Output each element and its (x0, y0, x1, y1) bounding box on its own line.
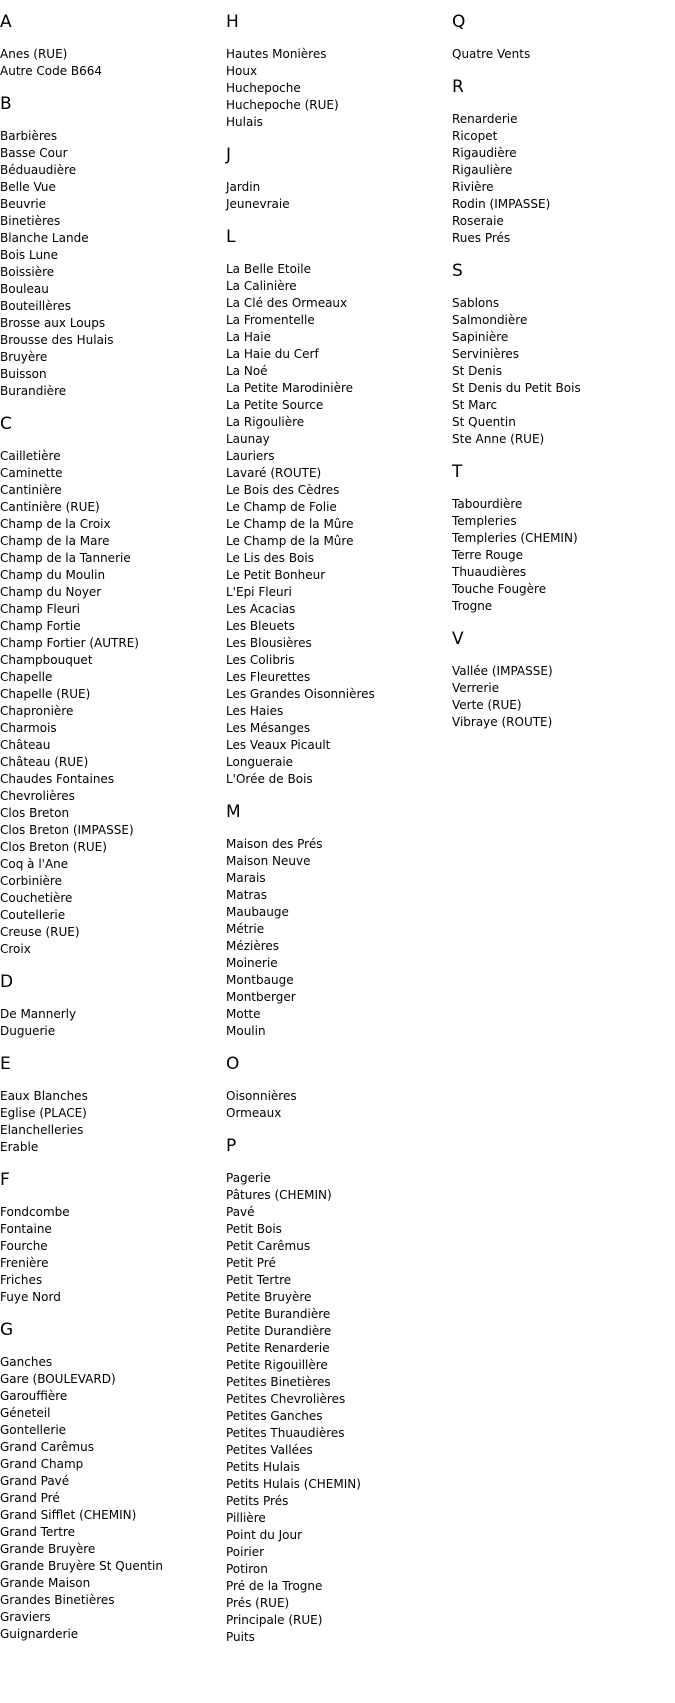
street-name: Salmondière (452, 313, 528, 327)
street-name: Garouffière (0, 1389, 68, 1403)
street-name: Matras (226, 888, 267, 902)
street-name: Terre Rouge (452, 548, 524, 562)
street-name: Les Bleuets (226, 619, 295, 633)
street-name: Pillière (226, 1511, 266, 1525)
street-name: Motte (226, 1007, 261, 1021)
street-name: Templeries (CHEMIN) (452, 531, 578, 545)
street-name: Les Mésanges (226, 721, 311, 735)
street-name: Grand Pavé (0, 1474, 70, 1488)
letter-section (0, 1319, 225, 1643)
letter-section (0, 93, 225, 400)
street-name: Templeries (452, 514, 517, 528)
street-name: Le Champ de Folie (226, 500, 337, 514)
street-name: La Fromentelle (226, 313, 315, 327)
street-name: Chapelle (0, 670, 53, 684)
street-name: La Haie (226, 330, 271, 344)
street-name: Pagerie (226, 1171, 271, 1185)
street-name: Cantinière (RUE) (0, 500, 100, 514)
section-letter-heading: S (452, 261, 463, 281)
street-name: Potiron (226, 1562, 268, 1576)
section-letter-heading: D (0, 972, 14, 992)
street-name: Petites Ganches (226, 1409, 323, 1423)
street-list (452, 46, 675, 63)
street-name: Blanche Lande (0, 231, 89, 245)
street-name: Les Grandes Oisonnières (226, 687, 375, 701)
street-name: Verrerie (452, 681, 500, 695)
street-name: Ganches (0, 1355, 53, 1369)
street-name: Marais (226, 871, 266, 885)
street-name: La Haie du Cerf (226, 347, 319, 361)
street-name: Métrie (226, 922, 265, 936)
street-name: Creuse (RUE) (0, 925, 80, 939)
street-name: Grande Bruyère St Quentin (0, 1559, 163, 1573)
letter-section (0, 413, 225, 958)
section-letter-heading: P (226, 1136, 237, 1156)
street-name: Charmois (0, 721, 57, 735)
section-letter-heading: T (452, 462, 463, 482)
street-name: Le Lis des Bois (226, 551, 314, 565)
street-name: Montberger (226, 990, 296, 1004)
section-letter-heading: H (226, 12, 239, 32)
letter-section (452, 628, 675, 731)
street-name: Champ de la Mare (0, 534, 110, 548)
street-list (0, 46, 225, 80)
section-letter-heading: E (0, 1054, 11, 1074)
street-name: Champ de la Croix (0, 517, 111, 531)
street-name: Petits Hulais (226, 1460, 300, 1474)
index-column (452, 0, 675, 744)
street-name: Hulais (226, 115, 263, 129)
street-name: Thuaudières (452, 565, 527, 579)
street-name: Huchepoche (226, 81, 301, 95)
street-name: Chapronière (0, 704, 74, 718)
street-name: Rigaulière (452, 163, 513, 177)
street-name: Les Veaux Picault (226, 738, 331, 752)
street-list (0, 1354, 225, 1643)
street-name: Petite Rigouillère (226, 1358, 328, 1372)
street-name: Tabourdière (452, 497, 523, 511)
street-name: La Rigoulière (226, 415, 305, 429)
street-name: Pré de la Trogne (226, 1579, 323, 1593)
street-name: Maubauge (226, 905, 289, 919)
street-name: Le Champ de la Mûre (226, 534, 354, 548)
street-name: Quatre Vents (452, 47, 531, 61)
street-name: Eaux Blanches (0, 1089, 88, 1103)
street-name: Petite Bruyère (226, 1290, 312, 1304)
letter-section (226, 1135, 451, 1646)
letter-section (452, 11, 675, 63)
section-letter-heading: C (0, 414, 12, 434)
street-name: Trogne (452, 599, 493, 613)
street-name: Pâtures (CHEMIN) (226, 1188, 332, 1202)
street-name: Grand Sifflet (CHEMIN) (0, 1508, 137, 1522)
street-name: Champ du Moulin (0, 568, 106, 582)
street-name: Fuye Nord (0, 1290, 61, 1304)
street-name: La Noé (226, 364, 268, 378)
street-name: Petite Renarderie (226, 1341, 330, 1355)
street-list (226, 836, 451, 1040)
street-name: Prés (RUE) (226, 1596, 290, 1610)
street-name: Grand Pré (0, 1491, 60, 1505)
street-name: Duguerie (0, 1024, 56, 1038)
section-letter-heading: M (226, 802, 241, 822)
street-name: La Petite Marodinière (226, 381, 354, 395)
street-name: Frenière (0, 1256, 49, 1270)
street-name: Vallée (IMPASSE) (452, 664, 553, 678)
street-name: Petit Tertre (226, 1273, 292, 1287)
street-name: Erable (0, 1140, 39, 1154)
street-name: Les Acacias (226, 602, 296, 616)
street-name: St Marc (452, 398, 498, 412)
section-letter-heading: Q (452, 12, 466, 32)
street-name: Chapelle (RUE) (0, 687, 91, 701)
street-name: Poirier (226, 1545, 265, 1559)
section-letter-heading: A (0, 12, 12, 32)
street-name: Petit Carêmus (226, 1239, 311, 1253)
street-name: Guignarderie (0, 1627, 79, 1641)
street-name: Lavaré (ROUTE) (226, 466, 322, 480)
street-list (0, 1204, 225, 1306)
street-name: Puits (226, 1630, 255, 1644)
street-name: St Quentin (452, 415, 516, 429)
street-name: Montbauge (226, 973, 294, 987)
street-name: Lauriers (226, 449, 275, 463)
street-name: Croix (0, 942, 31, 956)
section-letter-heading: B (0, 94, 12, 114)
street-name: Corbinière (0, 874, 62, 888)
street-name: De Mannerly (0, 1007, 77, 1021)
street-name: L'Orée de Bois (226, 772, 313, 786)
street-name: L'Epi Fleuri (226, 585, 292, 599)
street-list (0, 1088, 225, 1156)
street-name: La Petite Source (226, 398, 324, 412)
street-list (452, 111, 675, 247)
street-name: Sablons (452, 296, 500, 310)
section-letter-heading: R (452, 77, 464, 97)
letter-section (226, 226, 451, 788)
street-name: Le Bois des Cèdres (226, 483, 340, 497)
street-name: Béduaudière (0, 163, 77, 177)
street-name: Champ Fortier (AUTRE) (0, 636, 139, 650)
street-name: Rigaudière (452, 146, 517, 160)
street-name: Clos Breton (IMPASSE) (0, 823, 134, 837)
street-name: Cailletière (0, 449, 61, 463)
street-name: Les Fleurettes (226, 670, 311, 684)
street-name: Grand Champ (0, 1457, 84, 1471)
street-name: Jardin (226, 180, 261, 194)
street-name: Brousse des Hulais (0, 333, 114, 347)
letter-section (226, 144, 451, 213)
street-name: Les Haies (226, 704, 284, 718)
street-name: Grande Maison (0, 1576, 91, 1590)
street-name: Principale (RUE) (226, 1613, 323, 1627)
street-name: Huchepoche (RUE) (226, 98, 339, 112)
street-name: Vibraye (ROUTE) (452, 715, 553, 729)
street-name: Houx (226, 64, 258, 78)
street-name: Hautes Monières (226, 47, 327, 61)
street-name: Petits Hulais (CHEMIN) (226, 1477, 361, 1491)
street-name: Basse Cour (0, 146, 68, 160)
street-name: Champ Fleuri (0, 602, 80, 616)
street-name: Brosse aux Loups (0, 316, 106, 330)
street-name: Château (RUE) (0, 755, 89, 769)
street-name: Mézières (226, 939, 280, 953)
street-name: St Denis du Petit Bois (452, 381, 581, 395)
letter-section (0, 1169, 225, 1306)
street-name: Coutellerie (0, 908, 66, 922)
street-list (226, 1088, 451, 1122)
street-name: Friches (0, 1273, 43, 1287)
street-name: Maison Neuve (226, 854, 311, 868)
section-letter-heading: F (0, 1170, 10, 1190)
street-name: Graviers (0, 1610, 51, 1624)
index-column (226, 0, 451, 1659)
street-list (452, 295, 675, 448)
street-list (226, 46, 451, 131)
street-name: Grande Bruyère (0, 1542, 96, 1556)
street-name: Bouteillères (0, 299, 71, 313)
street-name: Eglise (PLACE) (0, 1106, 87, 1120)
street-name: Servinières (452, 347, 519, 361)
letter-section (226, 11, 451, 131)
street-name: Petites Binetières (226, 1375, 331, 1389)
street-name: Fondcombe (0, 1205, 70, 1219)
street-name: Launay (226, 432, 270, 446)
street-name: Roseraie (452, 214, 504, 228)
street-name: Chevrolières (0, 789, 75, 803)
street-name: Rodin (IMPASSE) (452, 197, 551, 211)
section-letter-heading: G (0, 1320, 14, 1340)
street-list (0, 448, 225, 958)
street-name: Jeunevraie (226, 197, 290, 211)
street-name: Gare (BOULEVARD) (0, 1372, 116, 1386)
street-name: Boissière (0, 265, 55, 279)
street-name: Château (0, 738, 51, 752)
street-name: Pavé (226, 1205, 255, 1219)
letter-section (452, 76, 675, 247)
street-list (0, 128, 225, 400)
street-name: Caminette (0, 466, 63, 480)
street-list (452, 663, 675, 731)
letter-section (226, 801, 451, 1040)
street-name: Touche Fougère (452, 582, 547, 596)
street-name: Gontellerie (0, 1423, 67, 1437)
street-name: Autre Code B664 (0, 64, 103, 78)
street-name: Clos Breton (0, 806, 70, 820)
street-name: Les Colibris (226, 653, 295, 667)
street-name: Bois Lune (0, 248, 59, 262)
street-name: Fourche (0, 1239, 48, 1253)
street-name: Moulin (226, 1024, 266, 1038)
street-name: Petite Durandière (226, 1324, 332, 1338)
street-list (0, 1006, 225, 1040)
street-name: Anes (RUE) (0, 47, 68, 61)
street-name: Les Blousières (226, 636, 312, 650)
street-name: Verte (RUE) (452, 698, 522, 712)
street-name: Ste Anne (RUE) (452, 432, 545, 446)
street-list (226, 1170, 451, 1646)
street-name: Petit Bois (226, 1222, 282, 1236)
street-name: Longueraie (226, 755, 294, 769)
street-name: St Denis (452, 364, 502, 378)
street-name: Petit Pré (226, 1256, 276, 1270)
index-column (0, 0, 225, 1656)
street-name: La Belle Etoile (226, 262, 312, 276)
street-name: Barbières (0, 129, 58, 143)
street-name: Grandes Binetières (0, 1593, 115, 1607)
street-list (226, 261, 451, 788)
street-name: Bouleau (0, 282, 49, 296)
street-name: Sapinière (452, 330, 509, 344)
street-name: Petites Thuaudières (226, 1426, 345, 1440)
street-name: Point du Jour (226, 1528, 303, 1542)
section-letter-heading: O (226, 1054, 240, 1074)
section-letter-heading: L (226, 227, 236, 247)
section-letter-heading: J (226, 145, 232, 165)
street-list (226, 179, 451, 213)
street-name: Clos Breton (RUE) (0, 840, 107, 854)
street-name: Petite Burandière (226, 1307, 331, 1321)
street-name: Champbouquet (0, 653, 93, 667)
street-name: Cantinière (0, 483, 62, 497)
street-name: Buisson (0, 367, 47, 381)
letter-section (0, 11, 225, 80)
street-name: La Clé des Ormeaux (226, 296, 348, 310)
letter-section (452, 461, 675, 615)
street-name: Elanchelleries (0, 1123, 84, 1137)
street-name: Belle Vue (0, 180, 56, 194)
street-name: Fontaine (0, 1222, 52, 1236)
letter-section (0, 971, 225, 1040)
section-letter-heading: V (452, 629, 464, 649)
street-name: Rivière (452, 180, 494, 194)
letter-section (0, 1053, 225, 1156)
street-name: La Calinière (226, 279, 297, 293)
street-name: Petites Chevrolières (226, 1392, 346, 1406)
street-name: Petits Prés (226, 1494, 289, 1508)
street-name: Oisonnières (226, 1089, 297, 1103)
street-name: Le Champ de la Mûre (226, 517, 354, 531)
letter-section (226, 1053, 451, 1122)
street-name: Moinerie (226, 956, 278, 970)
street-name: Champ du Noyer (0, 585, 102, 599)
letter-section (452, 260, 675, 448)
street-name: Couchetière (0, 891, 73, 905)
street-name: Coq à l'Ane (0, 857, 69, 871)
street-name: Chaudes Fontaines (0, 772, 115, 786)
street-name: Burandière (0, 384, 67, 398)
street-name: Grand Carêmus (0, 1440, 94, 1454)
street-name: Le Petit Bonheur (226, 568, 326, 582)
street-name: Champ Fortie (0, 619, 81, 633)
street-name: Champ de la Tannerie (0, 551, 131, 565)
street-name: Bruyère (0, 350, 48, 364)
street-name: Beuvrie (0, 197, 46, 211)
street-name: Renarderie (452, 112, 518, 126)
street-name: Grand Tertre (0, 1525, 75, 1539)
street-name: Ormeaux (226, 1106, 282, 1120)
street-list (452, 496, 675, 615)
street-name: Petites Vallées (226, 1443, 313, 1457)
street-name: Ricopet (452, 129, 498, 143)
street-name: Binetières (0, 214, 61, 228)
street-name: Géneteil (0, 1406, 51, 1420)
street-name: Maison des Prés (226, 837, 323, 851)
street-name: Rues Prés (452, 231, 511, 245)
